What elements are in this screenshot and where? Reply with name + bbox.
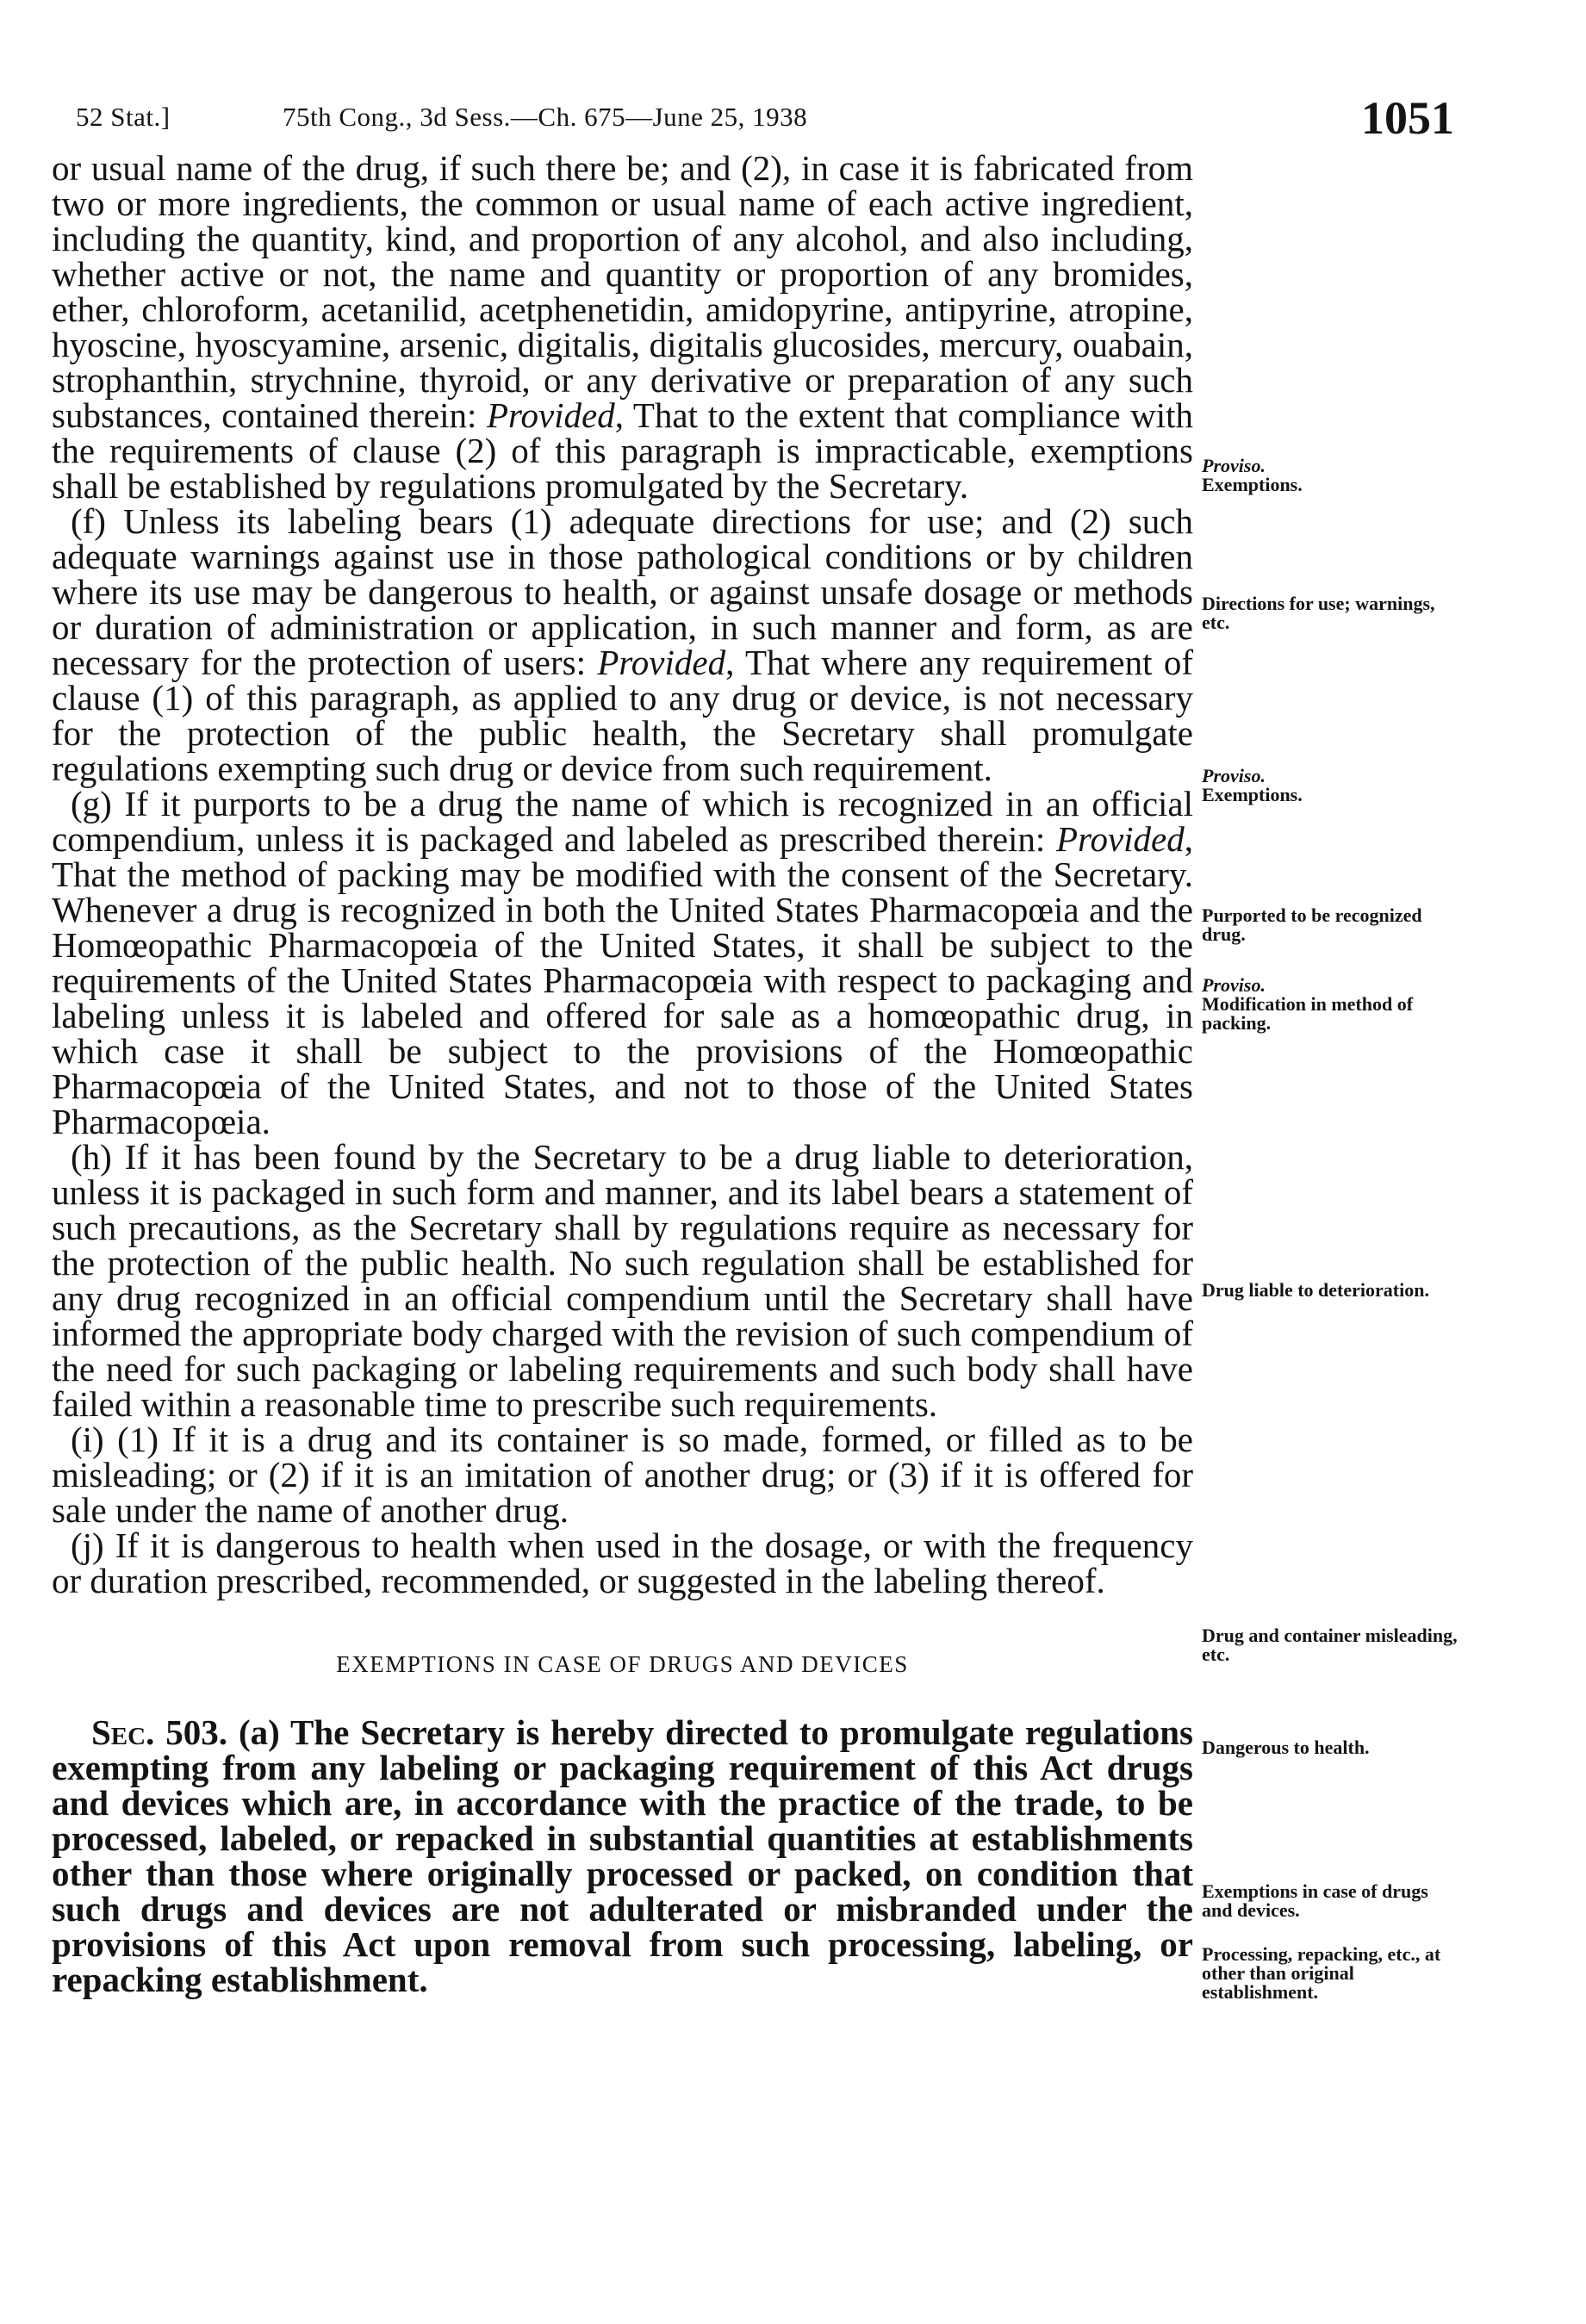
page-number: 1051 [1361,92,1454,144]
paragraph-f: (f) Unless its labeling bears (1) adequate directions for use; and (2) such adequate warnings against use in those pathological conditions or by children where its use may be dangerous to health, or against unsafe dosage or methods or duration of administration or application, in such manner and form, as are necessary for the protection of users: Provided, That where any requirement of clause (1) of this paragraph, as applied to any drug or device, is not necessary for the protection of the public health, the Secretary shall promulgate regulations exempting such drug or device from such requirement. [52,501,1194,788]
paragraph-j: (j) If it is dangerous to health when used in the dosage, or with the frequency or duration prescribed, recommended, or suggested in the labeling thereof. [52,1526,1193,1600]
margin-note-directions: Directions for use; warnings, etc. [1202,593,1435,633]
margin-note-dangerous: Dangerous to health. [1202,1737,1370,1758]
paragraph-continuation: or usual name of the drug, if such there be; and (2), in case it is fabricated from two or more ingredients, the common or usual name of each active ingredient, including the quantity, kind, and proportion of any alcohol, and also including, whether active or not, the name and quantity or proportion of any bromides, ether, chloroform, acetanilid, acetphenetidin, amidopyrine, antipyrine, atropine, hyoscine, hyoscyamine, arsenic, digitalis, digitalis glucosides, mercury, ouabain, strophanthin, strychnine, thyroid, or any derivative or preparation of any such substances, contained therein: Provided, That to the extent that compliance with the requirements of clause (2) of this paragraph is impracticable, exemptions shall be established by regulations promulgated by the Secretary. [52,148,1194,506]
paragraph-g: (g) If it purports to be a drug the name of which is recognized in an official compendium, unless it is packaged and labeled as prescribed therein: Provided, That the method of packing may be modified with the consent of the Secretary. Whenever a drug is recognized in both the United States Pharmacopœia and the Homœopathic Pharmacopœia of the United States, it shall be subject to the requirements of the United States Pharmacopœia with respect to packaging and labeling unless it is labeled and offered for sale as a homœopathic drug, in which case it shall be subject to the provisions of the Homœopathic Pharmacopœia of the United States, and not to those of the United States Pharmacopœia. [52,784,1193,1141]
statute-volume: 52 Stat.] [76,102,171,132]
section-label: Sec. 503. [91,1712,228,1752]
section-503: Sec. 503. (a) The Secretary is hereby directed to promulgate regulations exempting from any labeling or packaging requirement of this Act drugs and devices which are, in accordance with the practice of the trade, to be processed, labeled, or repacked in substantial quantities at establishments other than those where originally processed or packed, on condition that such drugs and devices are not adulterated or misbranded under the provisions of this Act upon removal from such processing, labeling, or repacking establishment. [52,1712,1193,1999]
margin-note-proviso-exemptions-1: Proviso. Exemptions. [1202,455,1303,495]
page-header [76,92,1454,148]
provided-italic: Provided [486,395,615,435]
section-heading: EXEMPTIONS IN CASE OF DRUGS AND DEVICES [336,1651,909,1677]
margin-note-deterioration: Drug liable to deterioration. [1202,1279,1429,1301]
running-head: 75th Cong., 3d Sess.—Ch. 675—June 25, 1938 [283,102,808,132]
provided-italic: Provided [597,643,726,682]
margin-note-processing: Processing, repacking, etc., at other than original establishment. [1202,1943,1441,2003]
margin-note-purported: Purported to be recognized drug. [1202,904,1422,945]
body-text [52,148,1194,1999]
margin-note-proviso-exemptions-2: Proviso. Exemptions. [1202,765,1303,805]
margin-note-exemptions-case: Exemptions in case of drugs and devices. [1202,1880,1428,1921]
margin-note-proviso-modification: Proviso. Modification in method of packing. [1202,974,1414,1034]
paragraph-i: (i) (1) If it is a drug and its container is so made, formed, or filled as to be misleading; or (2) if it is an imitation of another drug; or (3) if it is offered for sale under the name of another drug. [52,1420,1193,1530]
provided-italic: Provided [1055,819,1185,859]
margin-note-container: Drug and container misleading, etc. [1202,1625,1458,1665]
paragraph-h: (h) If it has been found by the Secretary to be a drug liable to deterioration, unless it is packaged in such form and manner, and its label bears a statement of such precautions, as the Secretary shall by regulations require as necessary for the protection of the public health. No such regulation shall be established for any drug recognized in an official compendium until the Secretary shall have informed the appropriate body charged with the revision of such compendium of the need for such packaging or labeling requirements and such body shall have failed within a reasonable time to prescribe such requirements. [52,1137,1193,1424]
